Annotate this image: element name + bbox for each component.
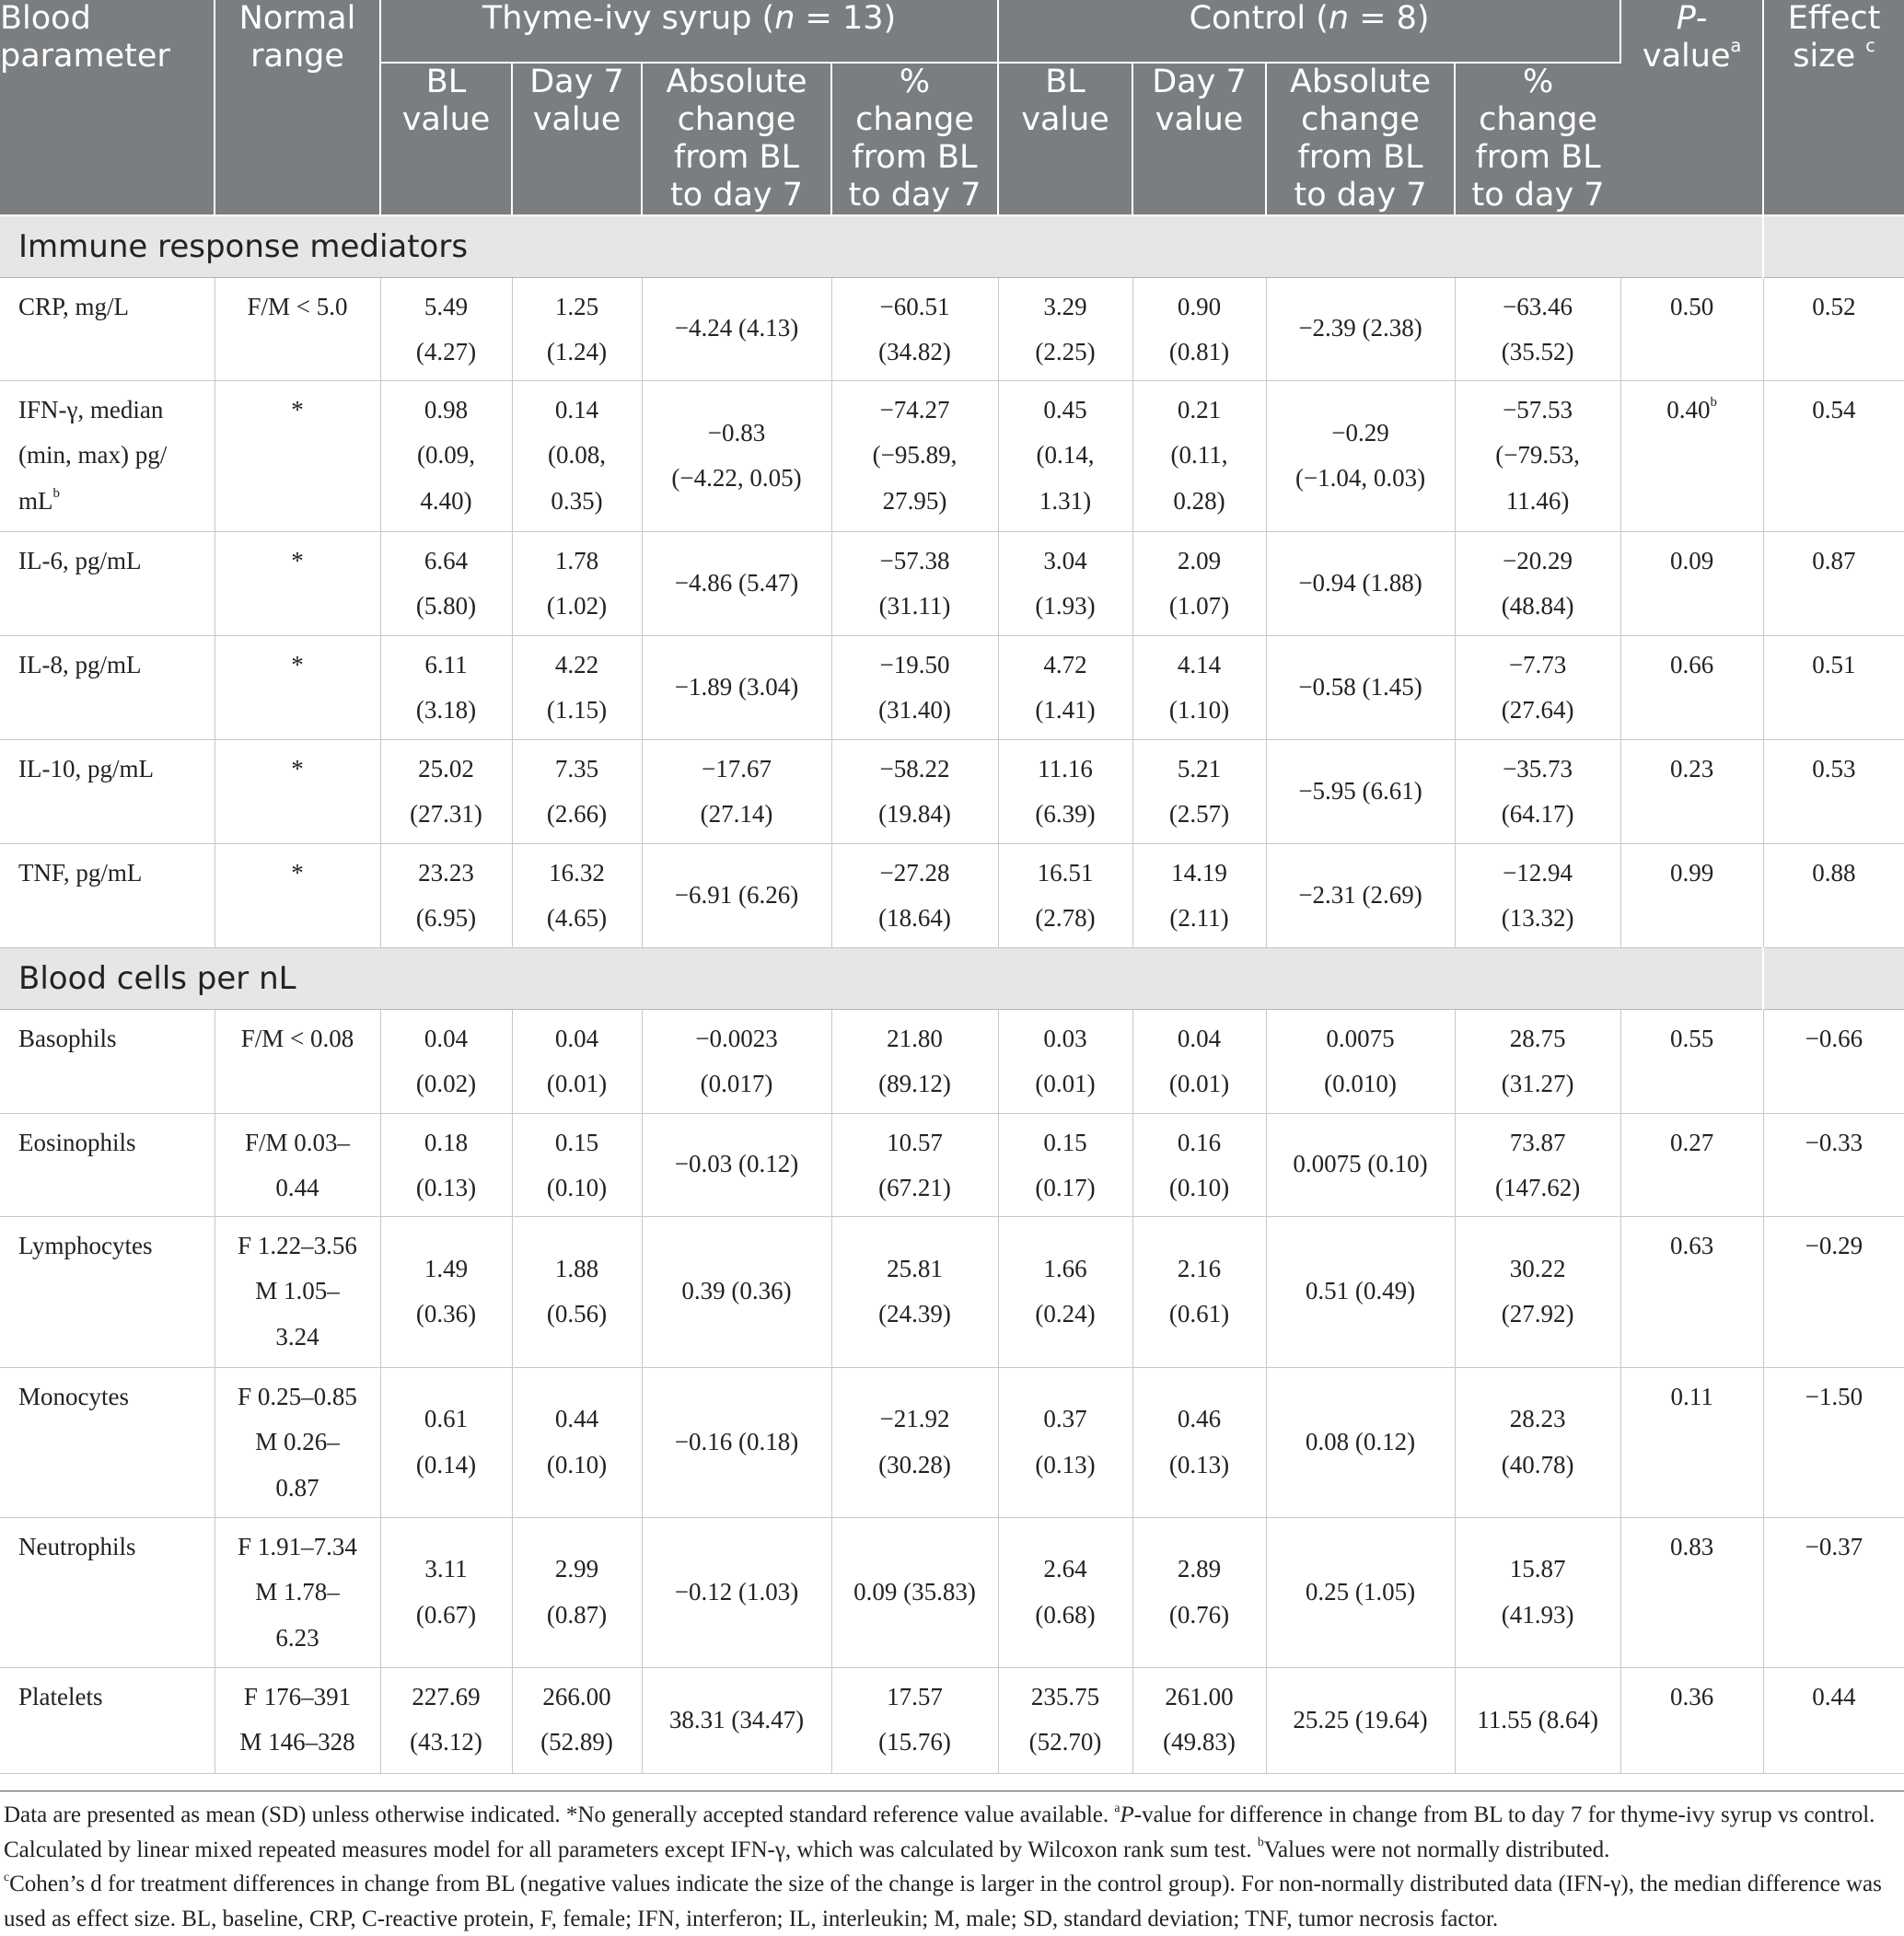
cell-normal-range: * — [215, 843, 380, 947]
section-immune-mediators — [0, 215, 1904, 277]
col-header-thyme-pct: % change from BL to day 7 — [831, 63, 998, 215]
cell-thyme-abs-change: 0.39 (0.36) — [642, 1216, 831, 1367]
cell-thyme-day7: 16.32 (4.65) — [512, 843, 642, 947]
cell-effect-size: 0.87 — [1763, 531, 1904, 635]
col-group-control: Control (n = 8) — [998, 0, 1620, 63]
cell-p-value: 0.66 — [1620, 635, 1763, 739]
cell-p-value: 0.40$^b$ — [1620, 380, 1763, 531]
cell-thyme-day7: 2.99 (0.87) — [512, 1517, 642, 1667]
cell-thyme-day7: 266.00 (52.89) — [512, 1667, 642, 1773]
cell-control-bl: 0.03 (0.01) — [998, 1009, 1132, 1113]
cell-thyme-day7: 1.88 (0.56) — [512, 1216, 642, 1367]
table-row-tnf — [0, 843, 1904, 947]
col-header-thyme-abs: Absolute change from BL to day 7 — [642, 63, 831, 215]
cell-thyme-abs-change: −1.89 (3.04) — [642, 635, 831, 739]
table-row-il10 — [0, 739, 1904, 843]
cell-normal-range: * — [215, 635, 380, 739]
cell-control-abs-change: 0.51 (0.49) — [1266, 1216, 1455, 1367]
cell-control-pct-change: 15.87 (41.93) — [1455, 1517, 1620, 1667]
cell-control-day7: 0.04 (0.01) — [1132, 1009, 1266, 1113]
cell-thyme-bl: 6.11 (3.18) — [380, 635, 512, 739]
cell-control-bl: 3.29 (2.25) — [998, 277, 1132, 380]
table-header — [0, 0, 1904, 215]
cell-thyme-abs-change: −17.67 (27.14) — [642, 739, 831, 843]
cell-effect-size: 0.88 — [1763, 843, 1904, 947]
cell-thyme-day7: 7.35 (2.66) — [512, 739, 642, 843]
cell-thyme-bl: 1.49 (0.36) — [380, 1216, 512, 1367]
table-row-crp — [0, 277, 1904, 380]
cell-thyme-pct-change: 21.80 (89.12) — [831, 1009, 998, 1113]
cell-control-bl: 0.45 (0.14, 1.31) — [998, 380, 1132, 531]
table-row-ifn-gamma — [0, 380, 1904, 531]
col-header-control-bl: BL value — [998, 63, 1132, 215]
table-footnote: Data are presented as mean (SD) unless otherwise indicated. *No generally accepted standard reference value available. $^a$P-value for difference in change from BL to day 7 for thyme-ivy syrup vs control. Calculated by linear mixed repeated measures model for all parameters except IFN-γ, which was calculated by Wilcoxon rank sum test. $^b$Values were not normally distributed. $^c$Cohen’s d for treatment differences in change from BL (negative values indicate the size of the change is larger in the control group). For non-normally distributed data (IFN-γ), the median difference was used as effect size. BL, baseline, CRP, C-reactive protein, F, female; IFN, interferon; IL, interleukin; M, male; SD, standard deviation; TNF, tumor necrosis factor. — [0, 1791, 1904, 1936]
cell-thyme-bl: 3.11 (0.67) — [380, 1517, 512, 1667]
cell-thyme-bl: 25.02 (27.31) — [380, 739, 512, 843]
cell-thyme-day7: 0.44 (0.10) — [512, 1367, 642, 1517]
cell-control-abs-change: 0.25 (1.05) — [1266, 1517, 1455, 1667]
cell-effect-size: 0.54 — [1763, 380, 1904, 531]
cell-thyme-abs-change: −0.0023 (0.017) — [642, 1009, 831, 1113]
cell-control-abs-change: 25.25 (19.64) — [1266, 1667, 1455, 1773]
cell-control-abs-change: 0.0075 (0.10) — [1266, 1113, 1455, 1216]
cell-control-abs-change: 0.08 (0.12) — [1266, 1367, 1455, 1517]
cell-control-abs-change: −0.94 (1.88) — [1266, 531, 1455, 635]
cell-param-name: Basophils — [0, 1009, 215, 1113]
col-header-control-pct: % change from BL to day 7 — [1455, 63, 1620, 215]
col-header-control-day7: Day 7 value — [1132, 63, 1266, 215]
cell-thyme-pct-change: −60.51 (34.82) — [831, 277, 998, 380]
table-row-platelets — [0, 1667, 1904, 1773]
cell-thyme-pct-change: −21.92 (30.28) — [831, 1367, 998, 1517]
cell-effect-size: 0.51 — [1763, 635, 1904, 739]
cell-param-name: Eosinophils — [0, 1113, 215, 1216]
cell-thyme-pct-change: −57.38 (31.11) — [831, 531, 998, 635]
cell-thyme-pct-change: −58.22 (19.84) — [831, 739, 998, 843]
col-header-thyme-day7: Day 7 value — [512, 63, 642, 215]
cell-thyme-abs-change: −4.86 (5.47) — [642, 531, 831, 635]
cell-effect-size: 0.52 — [1763, 277, 1904, 380]
cell-p-value: 0.09 — [1620, 531, 1763, 635]
cell-control-abs-change: −0.58 (1.45) — [1266, 635, 1455, 739]
cell-effect-size: −1.50 — [1763, 1367, 1904, 1517]
col-header-p-value: P- value$^a$ — [1620, 0, 1763, 215]
cell-param-name: TNF, pg/mL — [0, 843, 215, 947]
section-title: Immune response mediators — [0, 215, 1763, 277]
cell-thyme-bl: 6.64 (5.80) — [380, 531, 512, 635]
cell-normal-range: * — [215, 739, 380, 843]
cell-normal-range: F/M 0.03– 0.44 — [215, 1113, 380, 1216]
cell-effect-size: −0.66 — [1763, 1009, 1904, 1113]
cell-p-value: 0.23 — [1620, 739, 1763, 843]
cell-thyme-day7: 4.22 (1.15) — [512, 635, 642, 739]
cell-thyme-abs-change: −6.91 (6.26) — [642, 843, 831, 947]
cell-p-value: 0.63 — [1620, 1216, 1763, 1367]
cell-thyme-abs-change: −0.16 (0.18) — [642, 1367, 831, 1517]
cell-thyme-day7: 0.04 (0.01) — [512, 1009, 642, 1113]
cell-param-name: IL-6, pg/mL — [0, 531, 215, 635]
cell-normal-range: F 1.91–7.34 M 1.78– 6.23 — [215, 1517, 380, 1667]
cell-thyme-pct-change: 10.57 (67.21) — [831, 1113, 998, 1216]
cell-control-day7: 0.16 (0.10) — [1132, 1113, 1266, 1216]
cell-control-day7: 2.16 (0.61) — [1132, 1216, 1266, 1367]
table-row-lymphocytes — [0, 1216, 1904, 1367]
cell-control-pct-change: 28.75 (31.27) — [1455, 1009, 1620, 1113]
cell-normal-range: F 1.22–3.56 M 1.05– 3.24 — [215, 1216, 380, 1367]
col-header-blood-parameter: Blood parameter — [0, 0, 215, 215]
cell-control-bl: 0.37 (0.13) — [998, 1367, 1132, 1517]
cell-p-value: 0.83 — [1620, 1517, 1763, 1667]
cell-normal-range: * — [215, 531, 380, 635]
table-row-neutrophils — [0, 1517, 1904, 1667]
cell-thyme-day7: 1.78 (1.02) — [512, 531, 642, 635]
cell-normal-range: F 176–391 M 146–328 — [215, 1667, 380, 1773]
cell-param-name: Neutrophils — [0, 1517, 215, 1667]
cell-control-abs-change: 0.0075 (0.010) — [1266, 1009, 1455, 1113]
cell-control-pct-change: −63.46 (35.52) — [1455, 277, 1620, 380]
cell-control-day7: 5.21 (2.57) — [1132, 739, 1266, 843]
cell-control-bl: 0.15 (0.17) — [998, 1113, 1132, 1216]
cell-p-value: 0.50 — [1620, 277, 1763, 380]
cell-control-day7: 4.14 (1.10) — [1132, 635, 1266, 739]
cell-param-name: IL-8, pg/mL — [0, 635, 215, 739]
cell-control-day7: 0.90 (0.81) — [1132, 277, 1266, 380]
cell-control-abs-change: −2.39 (2.38) — [1266, 277, 1455, 380]
cell-thyme-abs-change: −0.12 (1.03) — [642, 1517, 831, 1667]
col-header-normal-range: Normal range — [215, 0, 380, 215]
cell-thyme-day7: 0.14 (0.08, 0.35) — [512, 380, 642, 531]
cell-param-name: Platelets — [0, 1667, 215, 1773]
cell-control-pct-change: 11.55 (8.64) — [1455, 1667, 1620, 1773]
section-title: Blood cells per nL — [0, 947, 1763, 1009]
cell-thyme-bl: 0.98 (0.09, 4.40) — [380, 380, 512, 531]
cell-control-day7: 261.00 (49.83) — [1132, 1667, 1266, 1773]
table-row-eosinophils — [0, 1113, 1904, 1216]
col-group-thyme-ivy: Thyme-ivy syrup (n = 13) — [380, 0, 998, 63]
cell-control-bl: 1.66 (0.24) — [998, 1216, 1132, 1367]
cell-p-value: 0.99 — [1620, 843, 1763, 947]
cell-effect-size: 0.44 — [1763, 1667, 1904, 1773]
cell-param-name: Lymphocytes — [0, 1216, 215, 1367]
cell-control-abs-change: −5.95 (6.61) — [1266, 739, 1455, 843]
cell-control-pct-change: −12.94 (13.32) — [1455, 843, 1620, 947]
cell-control-pct-change: −20.29 (48.84) — [1455, 531, 1620, 635]
cell-control-pct-change: −35.73 (64.17) — [1455, 739, 1620, 843]
cell-thyme-pct-change: −27.28 (18.64) — [831, 843, 998, 947]
cell-control-bl: 4.72 (1.41) — [998, 635, 1132, 739]
cell-control-bl: 2.64 (0.68) — [998, 1517, 1132, 1667]
col-header-effect-size: Effect size $^c$ — [1763, 0, 1904, 215]
cell-thyme-bl: 227.69 (43.12) — [380, 1667, 512, 1773]
cell-control-bl: 235.75 (52.70) — [998, 1667, 1132, 1773]
cell-control-pct-change: 28.23 (40.78) — [1455, 1367, 1620, 1517]
cell-control-pct-change: −7.73 (27.64) — [1455, 635, 1620, 739]
cell-thyme-pct-change: −19.50 (31.40) — [831, 635, 998, 739]
table-row-basophils — [0, 1009, 1904, 1113]
cell-normal-range: F/M < 0.08 — [215, 1009, 380, 1113]
section-blood-cells — [0, 947, 1904, 1009]
cell-control-pct-change: −57.53 (−79.53, 11.46) — [1455, 380, 1620, 531]
table-row-il6 — [0, 531, 1904, 635]
table-row-il8 — [0, 635, 1904, 739]
cell-normal-range: F/M < 5.0 — [215, 277, 380, 380]
cell-control-day7: 2.09 (1.07) — [1132, 531, 1266, 635]
cell-control-bl: 16.51 (2.78) — [998, 843, 1132, 947]
cell-p-value: 0.55 — [1620, 1009, 1763, 1113]
cell-control-bl: 11.16 (6.39) — [998, 739, 1132, 843]
cell-p-value: 0.27 — [1620, 1113, 1763, 1216]
table-row-monocytes — [0, 1367, 1904, 1517]
cell-effect-size: −0.37 — [1763, 1517, 1904, 1667]
cell-p-value: 0.36 — [1620, 1667, 1763, 1773]
cell-param-name: Monocytes — [0, 1367, 215, 1517]
cell-param-name: CRP, mg/L — [0, 277, 215, 380]
cell-effect-size: −0.33 — [1763, 1113, 1904, 1216]
cell-thyme-pct-change: 17.57 (15.76) — [831, 1667, 998, 1773]
cell-thyme-day7: 0.15 (0.10) — [512, 1113, 642, 1216]
cell-thyme-pct-change: 0.09 (35.83) — [831, 1517, 998, 1667]
cell-thyme-abs-change: 38.31 (34.47) — [642, 1667, 831, 1773]
cell-thyme-day7: 1.25 (1.24) — [512, 277, 642, 380]
cell-control-day7: 14.19 (2.11) — [1132, 843, 1266, 947]
cell-control-abs-change: −2.31 (2.69) — [1266, 843, 1455, 947]
cell-control-pct-change: 30.22 (27.92) — [1455, 1216, 1620, 1367]
cell-effect-size: −0.29 — [1763, 1216, 1904, 1367]
cell-param-name: IL-10, pg/mL — [0, 739, 215, 843]
cell-param-name: IFN-γ, median (min, max) pg/ $mL^b$ — [0, 380, 215, 531]
cell-thyme-abs-change: −4.24 (4.13) — [642, 277, 831, 380]
cell-thyme-bl: 0.61 (0.14) — [380, 1367, 512, 1517]
cell-thyme-bl: 0.04 (0.02) — [380, 1009, 512, 1113]
cell-control-day7: 2.89 (0.76) — [1132, 1517, 1266, 1667]
cell-thyme-abs-change: −0.03 (0.12) — [642, 1113, 831, 1216]
cell-thyme-pct-change: −74.27 (−95.89, 27.95) — [831, 380, 998, 531]
cell-control-bl: 3.04 (1.93) — [998, 531, 1132, 635]
cell-effect-size: 0.53 — [1763, 739, 1904, 843]
cell-thyme-bl: 23.23 (6.95) — [380, 843, 512, 947]
cell-thyme-pct-change: 25.81 (24.39) — [831, 1216, 998, 1367]
cell-control-abs-change: −0.29 (−1.04, 0.03) — [1266, 380, 1455, 531]
table-body — [0, 215, 1904, 1773]
cell-thyme-bl: 0.18 (0.13) — [380, 1113, 512, 1216]
col-header-control-abs: Absolute change from BL to day 7 — [1266, 63, 1455, 215]
cell-p-value: 0.11 — [1620, 1367, 1763, 1517]
cell-thyme-bl: 5.49 (4.27) — [380, 277, 512, 380]
cell-thyme-abs-change: −0.83 (−4.22, 0.05) — [642, 380, 831, 531]
cell-control-pct-change: 73.87 (147.62) — [1455, 1113, 1620, 1216]
cell-normal-range: F 0.25–0.85 M 0.26– 0.87 — [215, 1367, 380, 1517]
col-header-thyme-bl: BL value — [380, 63, 512, 215]
cell-normal-range: * — [215, 380, 380, 531]
cell-control-day7: 0.21 (0.11, 0.28) — [1132, 380, 1266, 531]
cell-control-day7: 0.46 (0.13) — [1132, 1367, 1266, 1517]
